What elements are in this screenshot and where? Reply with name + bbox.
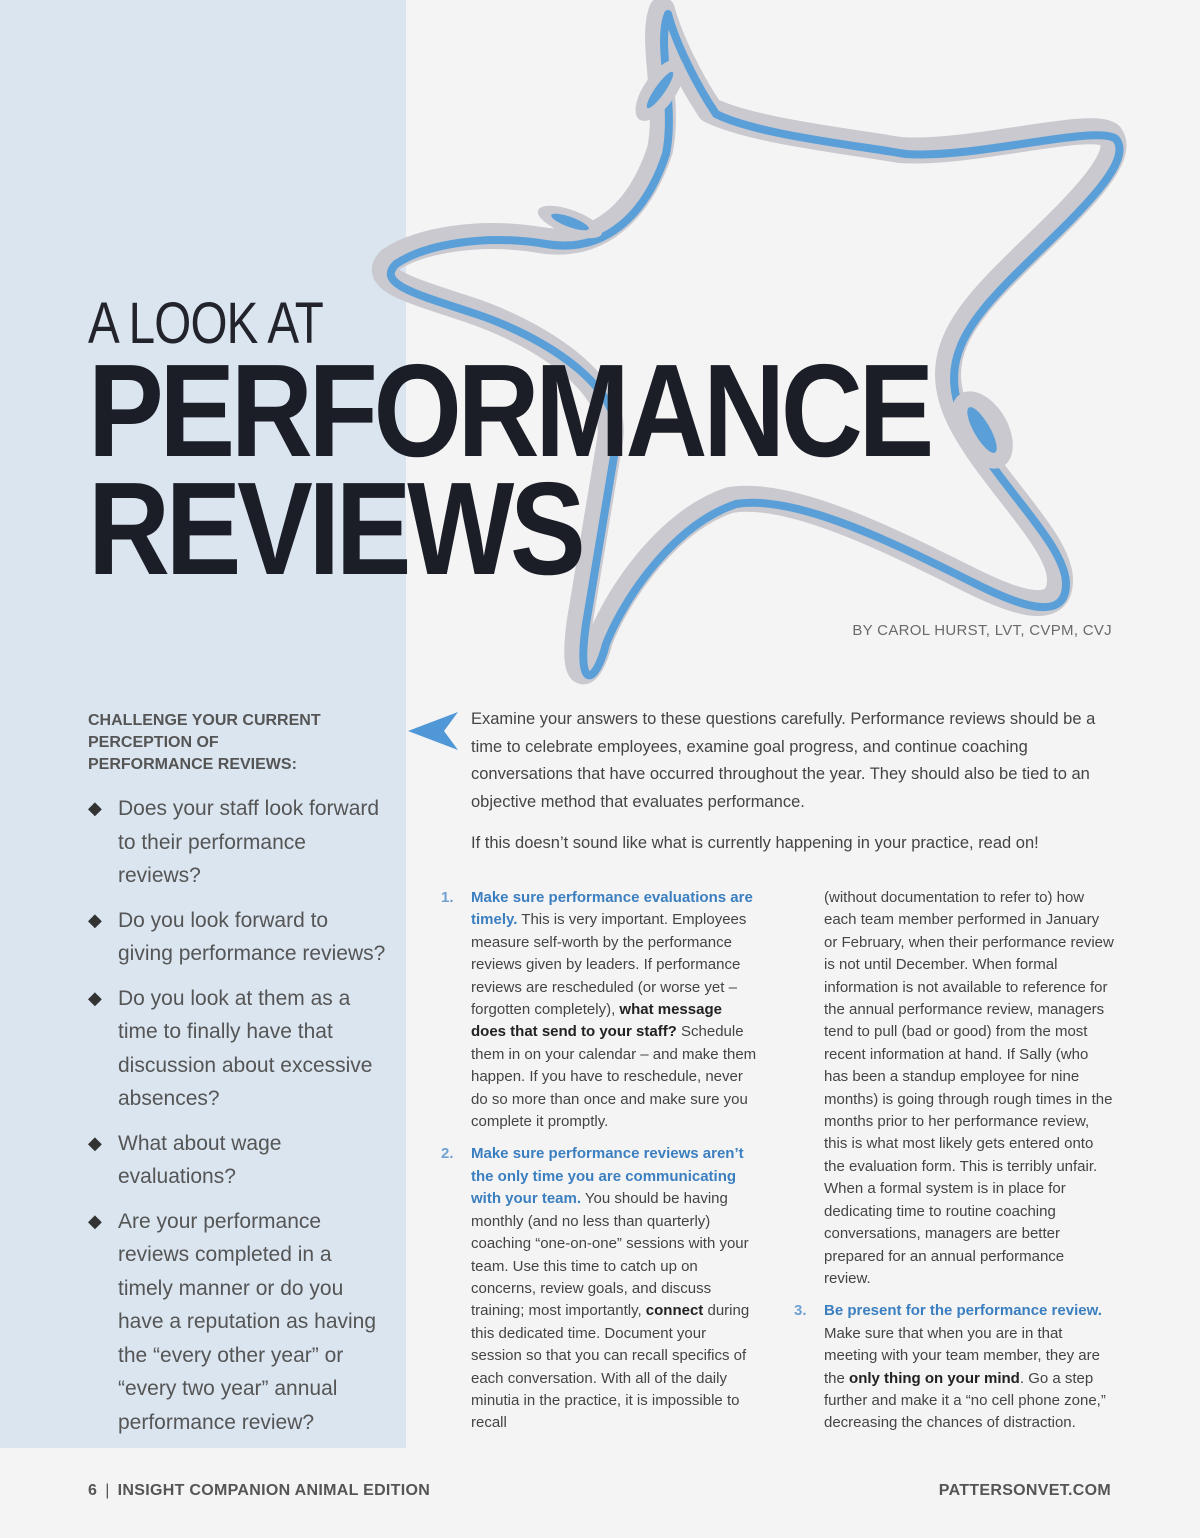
numbered-item — [441, 887, 761, 1133]
diamond-bullet-icon: ◆ — [88, 798, 102, 818]
title-kicker: A LOOK AT — [88, 291, 323, 356]
intro-paragraph: If this doesn’t sound like what is currently happening in your practice, read on! — [471, 834, 1039, 852]
body-column-2 — [794, 887, 1114, 1445]
item-text: Schedule them in on your calendar – and make them happen. If you have to reschedule, never do so more than once and make sure you complete it promptly. — [471, 1023, 757, 1131]
item-heading: Make sure performance reviews aren’t the only time you are communicating with your team. — [471, 1145, 744, 1208]
item-text: . Go a step further and make it a “no cell phone zone,” decreasing the chances of distraction. — [824, 1369, 1106, 1432]
item-text: Make sure that when you are in that meeting with your team member, they are the — [824, 1324, 1100, 1387]
question-text: Are your performance reviews completed in a timely manner or do you have a reputation as having the “every other year” or “every two year” annual performance review? — [118, 1209, 377, 1434]
body-column-1 — [441, 887, 761, 1445]
question-text: What about wage evaluations? — [118, 1131, 282, 1188]
list-item — [88, 1127, 388, 1194]
diamond-bullet-icon: ◆ — [88, 987, 102, 1008]
author-byline: BY CAROL HURST, LVT, CVPM, CVJ — [852, 622, 1112, 639]
item-number: 3. — [794, 1302, 807, 1320]
page-title — [88, 337, 930, 602]
sidebar-heading: CHALLENGE YOUR CURRENT PERCEPTION OF PERFORMANCE REVIEWS: — [88, 712, 321, 773]
list-item — [88, 982, 388, 1116]
item-bold-text: connect — [645, 1302, 704, 1320]
item-text: during this dedicated time. Document your session so that you can recall specifics of each conversation. With all of the daily minutia in the practice, it is impossible to recall — [471, 1302, 750, 1432]
item-number: 1. — [441, 889, 454, 906]
list-item — [88, 792, 388, 893]
question-text: Do you look forward to giving performance reviews? — [118, 908, 386, 965]
numbered-item — [794, 1300, 1114, 1434]
intro-text — [471, 706, 1121, 872]
question-text: Do you look at them as a time to finally have that discussion about excessive absences? — [118, 986, 373, 1110]
intro-paragraph: Examine your answers to these questions carefully. Performance reviews should be a time to celebrate employees, examine goal progress, and continue coaching conversations that have occurred throughout the year. They should also be tied to an objective method that evaluates performance. — [471, 710, 1096, 811]
publication-name: INSIGHT COMPANION ANIMAL EDITION — [117, 1482, 431, 1499]
item-bold-text: only thing on your mind — [849, 1369, 1020, 1387]
title-line-2: REVIEWS — [88, 455, 582, 602]
diamond-bullet-icon: ◆ — [88, 1132, 102, 1153]
item-bold-text: what message does that send to your staff? — [471, 1001, 722, 1041]
list-item — [88, 904, 388, 971]
diamond-bullet-icon: ◆ — [88, 909, 102, 930]
item-text: You should be having monthly (and no less than quarterly) coaching “one-on-one” sessions with your team. Use this time to catch up on concerns, review goals, and discuss training; most importantly, — [471, 1190, 749, 1320]
footer-website: PATTERSONVET.COM — [938, 1482, 1111, 1499]
title-line-1: PERFORMANCE — [88, 337, 930, 484]
item-continuation: (without documentation to refer to) how each team member performed in January or February, when their performance review is not until December. When formal information is not available to reference for the annual performance review, managers tend to pull (bad or good) from the most recent information at hand. If Sally (who has been a standup employee for nine months) is going through rough times in the months prior to her performance review, this is what most likely gets entered onto the evaluation form. This is terribly unfair. When a formal system is in place for dedicating time to routine coaching conversations, managers are better prepared for an annual performance review. — [824, 889, 1114, 1287]
question-text: Does your staff look forward to their performance reviews? — [118, 797, 380, 887]
item-heading: Make sure performance evaluations are timely. — [471, 889, 753, 929]
footer-publication — [88, 1482, 430, 1500]
triangle-pointer-icon — [408, 712, 460, 750]
item-heading: Be present for the performance review. — [824, 1302, 1102, 1320]
footer-separator: | — [105, 1482, 110, 1499]
item-text: This is very important. Employees measure self-worth by the performance reviews given by leaders. If performance reviews are rescheduled (or worse yet – forgotten completely), — [471, 911, 747, 1019]
numbered-item — [441, 1143, 761, 1434]
page-number: 6 — [88, 1482, 98, 1499]
list-item — [88, 1205, 388, 1440]
item-number: 2. — [441, 1145, 454, 1163]
question-list — [88, 792, 388, 1450]
diamond-bullet-icon: ◆ — [88, 1210, 102, 1231]
